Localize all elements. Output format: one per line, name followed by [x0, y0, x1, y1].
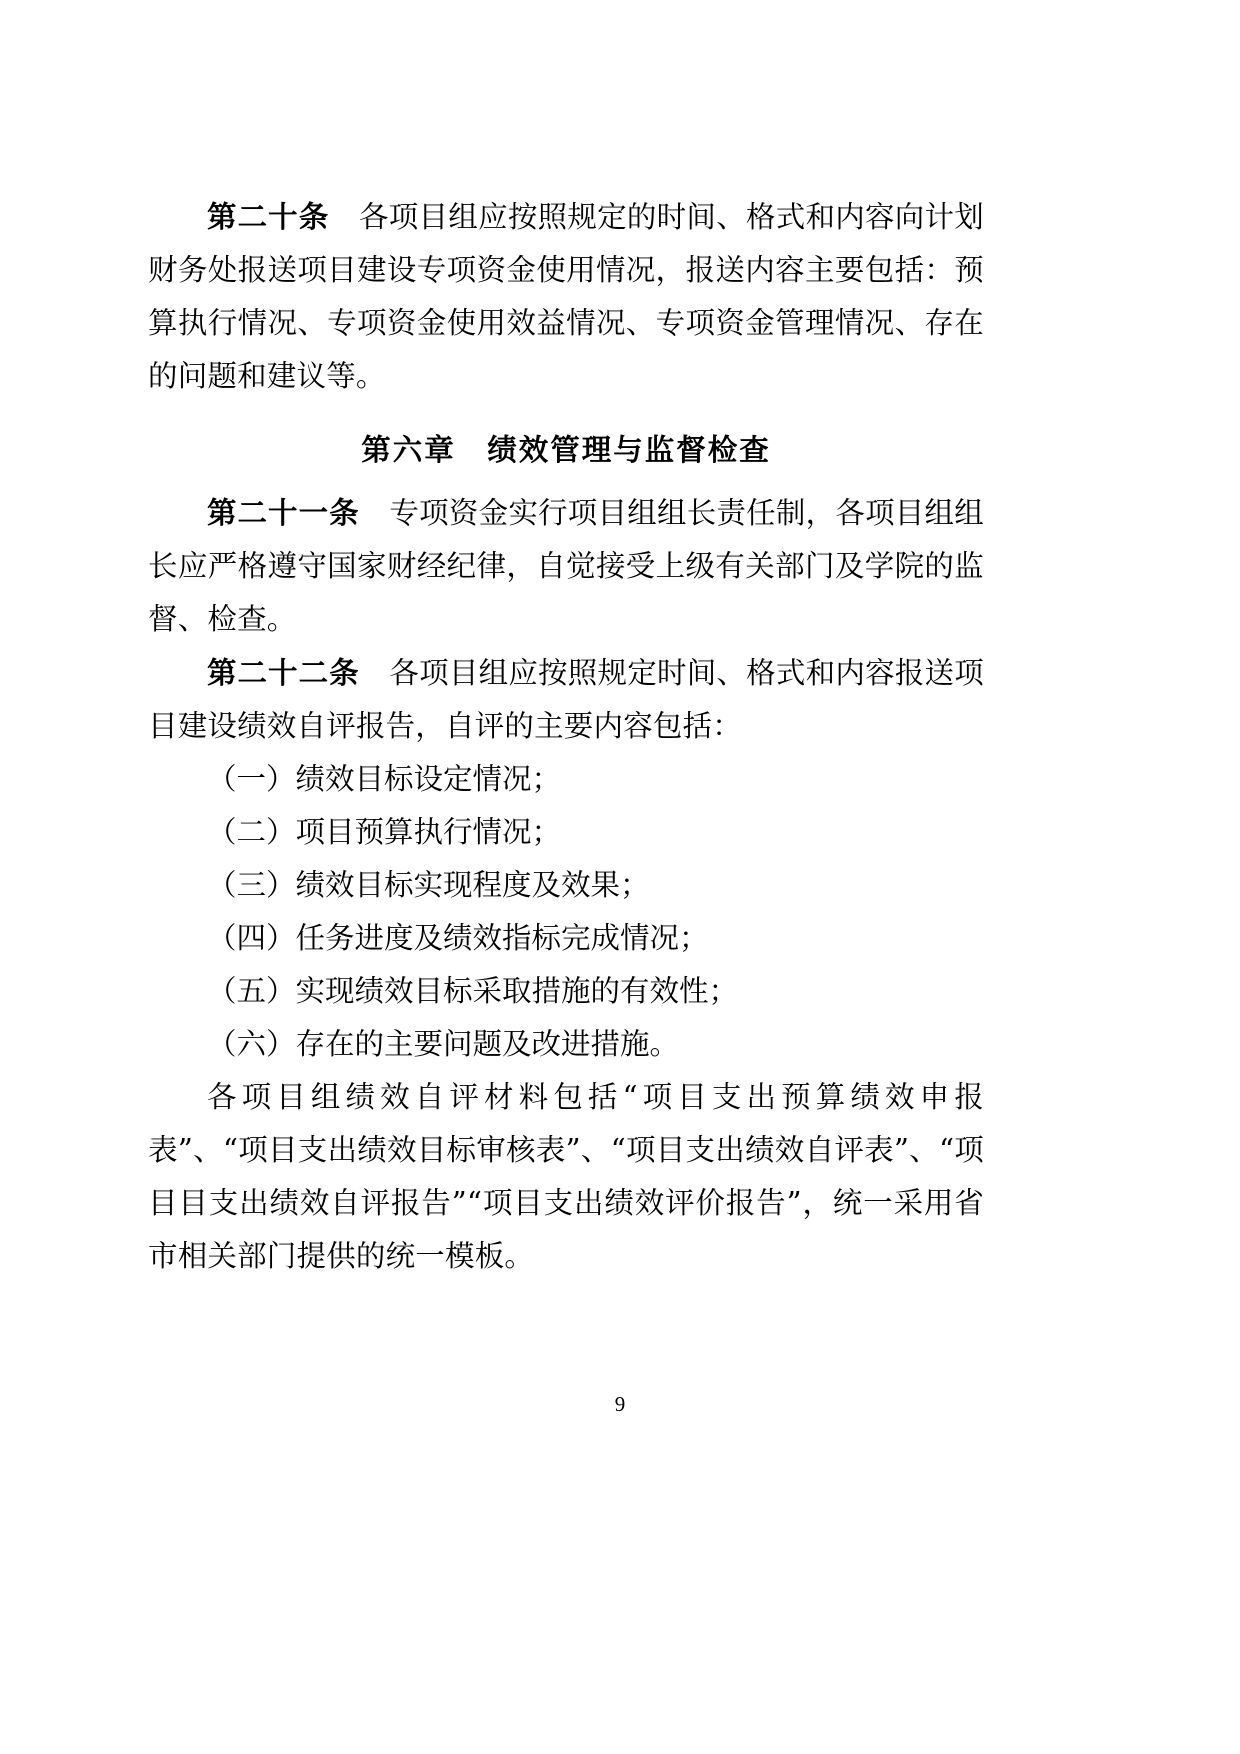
list-item: （六）存在的主要问题及改进措施。	[207, 1027, 680, 1061]
article-paragraph	[148, 646, 984, 753]
spacer	[148, 403, 984, 409]
article-text: 各项目组应按照规定时间、格式和内容报送项目建设绩效自评报告，自评的主要内容包括：	[148, 656, 984, 743]
list-item: （一）绩效目标设定情况；	[207, 762, 562, 796]
page-number: 9	[614, 1392, 626, 1416]
article-text: 各项目组应按照规定的时间、格式和内容向计划财务处报送项目建设专项资金使用情况，报送内容主要包括：预算执行情况、专项资金使用效益情况、专项资金管理情况、存在的问题和建议等。	[148, 200, 984, 393]
list-item: （三）绩效目标实现程度及效果；	[207, 868, 650, 902]
list-item: （四）任务进度及绩效指标完成情况；	[207, 921, 709, 955]
list-item: （二）项目预算执行情况；	[207, 815, 562, 849]
chapter-heading: 第六章 绩效管理与监督检查	[361, 432, 771, 467]
article-paragraph	[148, 190, 984, 403]
body-paragraph: 各项目组绩效自评材料包括“项目支出预算绩效申报表”、“项目支出绩效目标审核表”、“项目支出绩效自评表”、“项目目支出绩效自评报告”“项目支出绩效评价报告”，统一采用省市相关部门提供的统一模板。	[148, 1080, 984, 1273]
article-text: 专项资金实行项目组组长责任制，各项目组组长应严格遵守国家财经纪律，自觉接受上级有关部门及学院的监督、检查。	[148, 496, 984, 636]
article-lead-label: 第二十一条	[207, 495, 360, 530]
list-item: （五）实现绩效目标采取措施的有效性；	[207, 974, 739, 1008]
article-paragraph	[148, 486, 984, 646]
document-body	[148, 190, 984, 1283]
article-lead-label: 第二十条	[207, 199, 330, 234]
article-lead-label: 第二十二条	[207, 655, 360, 690]
